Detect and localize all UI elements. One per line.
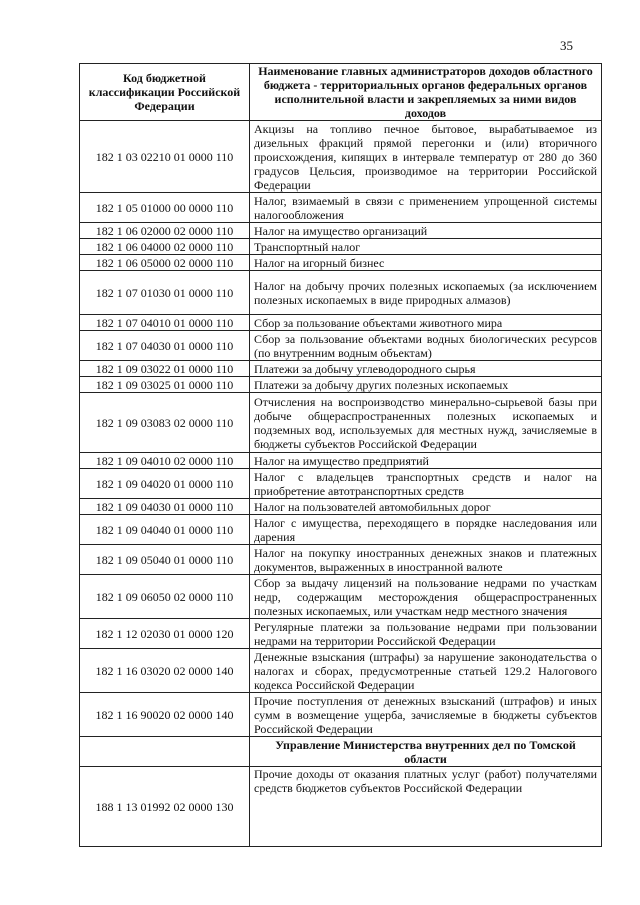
table-row [80,693,602,737]
table-row [80,331,602,361]
row-name: Налог с имущества, переходящего в порядке наследования или дарения [250,515,602,545]
row-name: Прочие доходы от оказания платных услуг (работ) получателями средств бюджетов субъектов Российской Федерации [250,767,602,847]
table-row [80,223,602,239]
row-name: Акцизы на топливо печное бытовое, вырабатываемое из дизельных фракций прямой перегонки и (или) вторичного происхождения, кипящих в интервале температур от 280 до 360 градусов Цельсия, производимое на территории Российской Федерации [250,121,602,193]
row-name: Сбор за выдачу лицензий на пользование недрами по участкам недр, содержащим месторождения общераспространенных полезных ископаемых, или участкам недр местного значения [250,575,602,619]
table-row [80,315,602,331]
row-code: 182 1 12 02030 01 0000 120 [80,619,250,649]
row-code: 182 1 03 02210 01 0000 110 [80,121,250,193]
table-header-row [80,64,602,121]
table-row [80,575,602,619]
row-code: 182 1 09 05040 01 0000 110 [80,545,250,575]
row-name: Денежные взыскания (штрафы) за нарушение законодательства о налогах и сборах, предусмотренные статьей 129.2 Налогового кодекса Российской Федерации [250,649,602,693]
row-name: Налог на игорный бизнес [250,255,602,271]
row-code: 182 1 09 06050 02 0000 110 [80,575,250,619]
row-code: 182 1 09 04010 02 0000 110 [80,453,250,469]
row-name: Прочие поступления от денежных взысканий (штрафов) и иных сумм в возмещение ущерба, зачисляемые в бюджеты субъектов Российской Федерации [250,693,602,737]
row-name: Налог на имущество организаций [250,223,602,239]
row-name: Регулярные платежи за пользование недрами при пользовании недрами на территории Российской Федерации [250,619,602,649]
table-row [80,121,602,193]
table-row [80,469,602,499]
page-number: 35 [560,38,573,53]
row-name: Транспортный налог [250,239,602,255]
row-code: 182 1 16 90020 02 0000 140 [80,693,250,737]
row-name: Налог на имущество предприятий [250,453,602,469]
row-name: Налог, взимаемый в связи с применением упрощенной системы налогообложения [250,193,602,223]
section-empty-cell [80,737,250,767]
row-name: Налог с владельцев транспортных средств и налог на приобретение автотранспортных средств [250,469,602,499]
table-row [80,361,602,377]
table-row [80,393,602,453]
table-row [80,619,602,649]
row-code: 182 1 07 01030 01 0000 110 [80,271,250,315]
section-title: Управление Министерства внутренних дел по Томской области [250,737,602,767]
row-code: 182 1 09 03083 02 0000 110 [80,393,250,453]
row-code: 182 1 06 05000 02 0000 110 [80,255,250,271]
row-code: 188 1 13 01992 02 0000 130 [80,767,250,847]
row-code: 182 1 09 03022 01 0000 110 [80,361,250,377]
table-row [80,545,602,575]
row-code: 182 1 07 04030 01 0000 110 [80,331,250,361]
table-row [80,767,602,847]
table-row [80,453,602,469]
row-code: 182 1 09 03025 01 0000 110 [80,377,250,393]
table-row [80,649,602,693]
row-name: Отчисления на воспроизводство минерально-сырьевой базы при добыче общераспространенных полезных ископаемых и подземных вод, используемых для местных нужд, зачисляемые в бюджеты субъектов Российской Федерации [250,393,602,453]
budget-classification-table [79,63,602,847]
table-row [80,271,602,315]
section-row [80,737,602,767]
table-row [80,515,602,545]
row-code: 182 1 06 02000 02 0000 110 [80,223,250,239]
table-row [80,377,602,393]
table-row [80,193,602,223]
row-name: Сбор за пользование объектами водных биологических ресурсов (по внутренним водным объектам) [250,331,602,361]
row-name: Налог на добычу прочих полезных ископаемых (за исключением полезных ископаемых в виде природных алмазов) [250,271,602,315]
row-code: 182 1 05 01000 00 0000 110 [80,193,250,223]
row-code: 182 1 09 04020 01 0000 110 [80,469,250,499]
header-code: Код бюджетной классификации Российской Федерации [80,64,250,121]
row-name: Сбор за пользование объектами животного мира [250,315,602,331]
row-code: 182 1 06 04000 02 0000 110 [80,239,250,255]
row-name: Платежи за добычу углеводородного сырья [250,361,602,377]
row-code: 182 1 09 04030 01 0000 110 [80,499,250,515]
row-code: 182 1 09 04040 01 0000 110 [80,515,250,545]
table-row [80,239,602,255]
row-name: Платежи за добычу других полезных ископаемых [250,377,602,393]
header-name: Наименование главных администраторов доходов областного бюджета - территориальных органов федеральных органов исполнительной власти и закрепляемых за ними видов доходов [250,64,602,121]
table-row [80,499,602,515]
row-name: Налог на покупку иностранных денежных знаков и платежных документов, выраженных в иностранной валюте [250,545,602,575]
table-row [80,255,602,271]
row-code: 182 1 16 03020 02 0000 140 [80,649,250,693]
row-code: 182 1 07 04010 01 0000 110 [80,315,250,331]
row-name: Налог на пользователей автомобильных дорог [250,499,602,515]
